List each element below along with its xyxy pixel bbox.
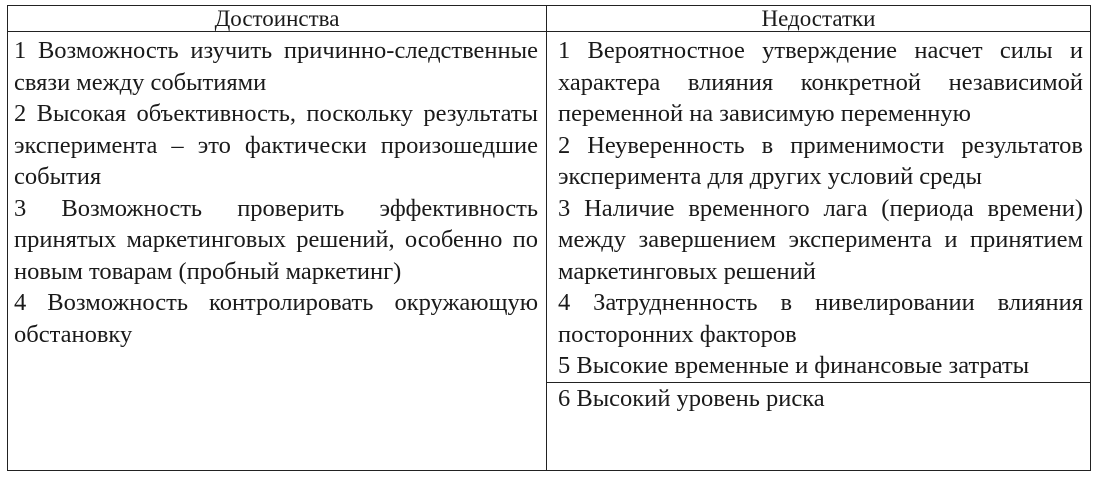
comparison-table [7, 5, 1091, 471]
advantage-item: 3 Возможность проверить эффективность принятых маркетинговых решений, особенно по новым товарам (пробный маркетинг) [14, 194, 538, 285]
advantage-item: 2 Высокая объективность, поскольку результаты эксперимента – это фактически произошедшие события [14, 100, 538, 190]
advantages-column [8, 32, 547, 470]
disadvantage-item: 6 Высокий уровень риска [547, 382, 1090, 415]
advantage-item: 4 Возможность контролировать окружающую обстановку [14, 289, 538, 348]
disadvantage-item: 1 Вероятностное утверждение насчет силы и характера влияния конкретной независимой переменной на зависимую переменную [558, 37, 1083, 127]
header-disadvantages: Недостатки [547, 6, 1090, 32]
header-advantages: Достоинства [8, 6, 547, 32]
disadvantages-column [547, 32, 1090, 470]
disadvantage-item: 5 Высокие временные и финансовые затраты [558, 352, 1030, 379]
disadvantage-item: 3 Наличие временного лага (периода времени) между завершением эксперимента и принятием маркетинговых решений [558, 194, 1083, 285]
disadvantage-item: 4 Затрудненность в нивелировании влияния посторонних факторов [558, 289, 1083, 348]
advantage-item: 1 Возможность изучить причинно-следственные связи между событиями [14, 37, 538, 96]
disadvantage-item: 2 Неуверенность в применимости результатов эксперимента для других условий среды [558, 131, 1083, 190]
